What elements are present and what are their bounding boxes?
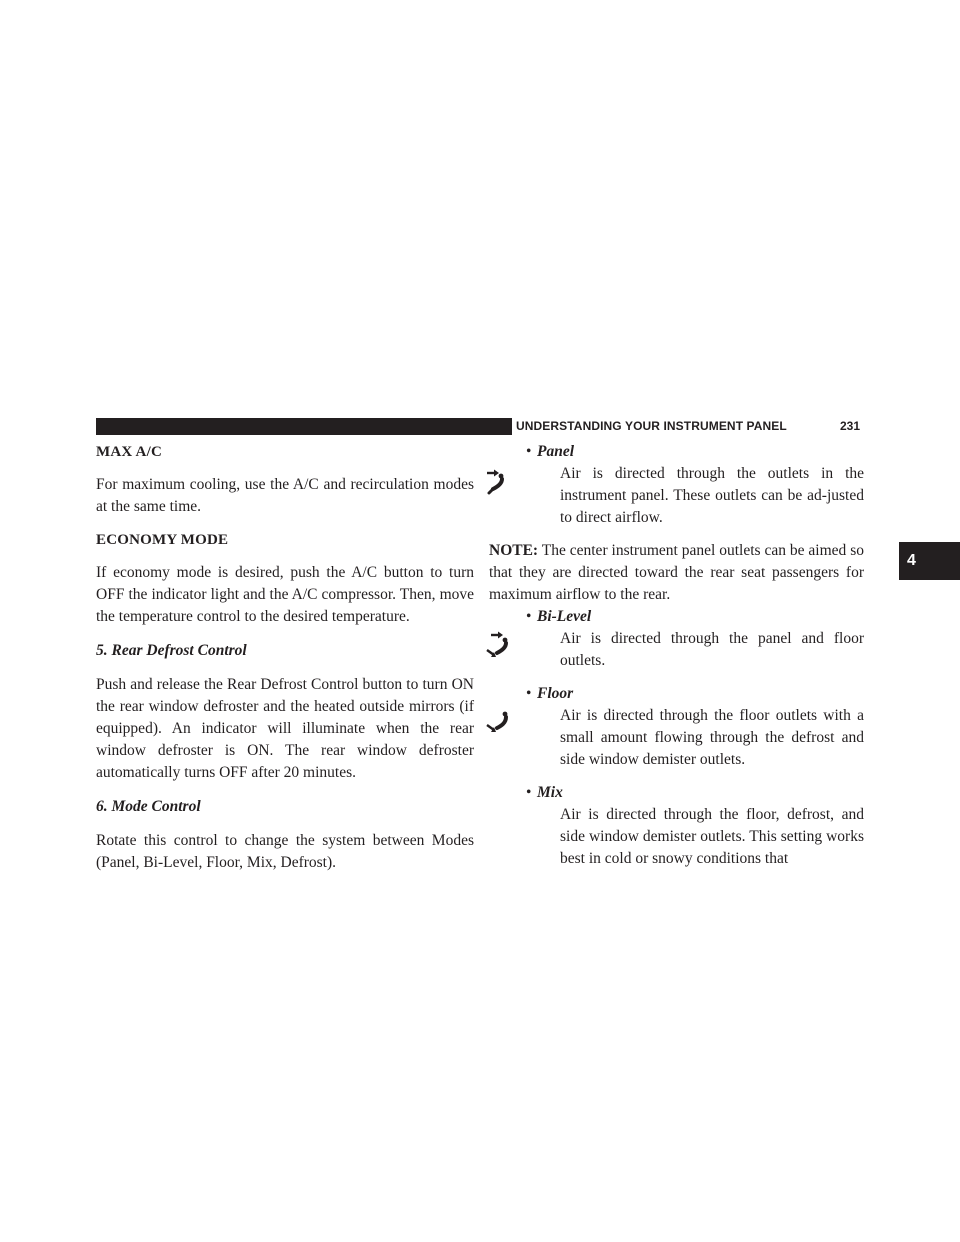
floor-mode-item (489, 683, 864, 771)
note-paragraph (489, 540, 864, 606)
left-column (96, 441, 474, 874)
note-text: The center instrument panel outlets can be aimed so that they are directed toward the rear seat passengers for maximum airflow to the rear. (489, 542, 864, 603)
panel-mode-text: Air is directed through the outlets in the instrument panel. These outlets can be ad-justed to direct airflow. (560, 465, 864, 526)
right-column (489, 441, 864, 870)
page-number: 231 (840, 419, 861, 433)
bullet: • (526, 443, 532, 460)
panel-mode-label: Panel (537, 443, 575, 460)
mix-mode-text: Air is directed through the floor, defrost, and side window demister outlets. This setting works best in cold or snowy conditions that (560, 806, 864, 867)
bullet: • (526, 784, 532, 801)
bi-level-mode-text: Air is directed through the panel and floor outlets. (560, 630, 864, 669)
economy-mode-text: If economy mode is desired, push the A/C button to turn OFF the indicator light and the A/C compressor. Then, move the temperature control to the desired temperature. (96, 564, 474, 625)
max-ac-heading: MAX A/C (96, 444, 162, 460)
floor-mode-label: Floor (537, 685, 574, 702)
bi-level-mode-item (489, 606, 864, 672)
note-label: NOTE: (489, 542, 539, 559)
bullet: • (526, 608, 532, 625)
floor-mode-icon (485, 707, 517, 739)
chapter-tab: 4 (899, 542, 960, 580)
panel-mode-icon (485, 467, 517, 499)
rear-defrost-text: Push and release the Rear Defrost Control button to turn ON the rear window defroster and the heated outside mirrors (if equipped). An indicator will illuminate when the rear window defroster is ON. The rear window defroster automatically turns OFF after 20 minutes. (96, 676, 474, 781)
floor-mode-text: Air is directed through the floor outlets with a small amount flowing through the defrost and side window demister outlets. (560, 707, 864, 768)
mix-mode-label: Mix (537, 784, 563, 801)
mix-mode-item (489, 782, 864, 870)
panel-mode-item (489, 441, 864, 529)
mode-control-text: Rotate this control to change the system between Modes (Panel, Bi-Level, Floor, Mix, Defrost). (96, 832, 474, 871)
bullet: • (526, 685, 532, 702)
rear-defrost-heading: 5. Rear Defrost Control (96, 642, 247, 659)
header-rule (96, 418, 512, 435)
max-ac-text: For maximum cooling, use the A/C and recirculation modes at the same time. (96, 476, 474, 515)
section-title: UNDERSTANDING YOUR INSTRUMENT PANEL (516, 419, 787, 433)
economy-mode-heading: ECONOMY MODE (96, 532, 229, 548)
bi-level-mode-icon (485, 630, 517, 662)
mode-control-heading: 6. Mode Control (96, 798, 201, 815)
bi-level-mode-label: Bi-Level (537, 608, 592, 625)
